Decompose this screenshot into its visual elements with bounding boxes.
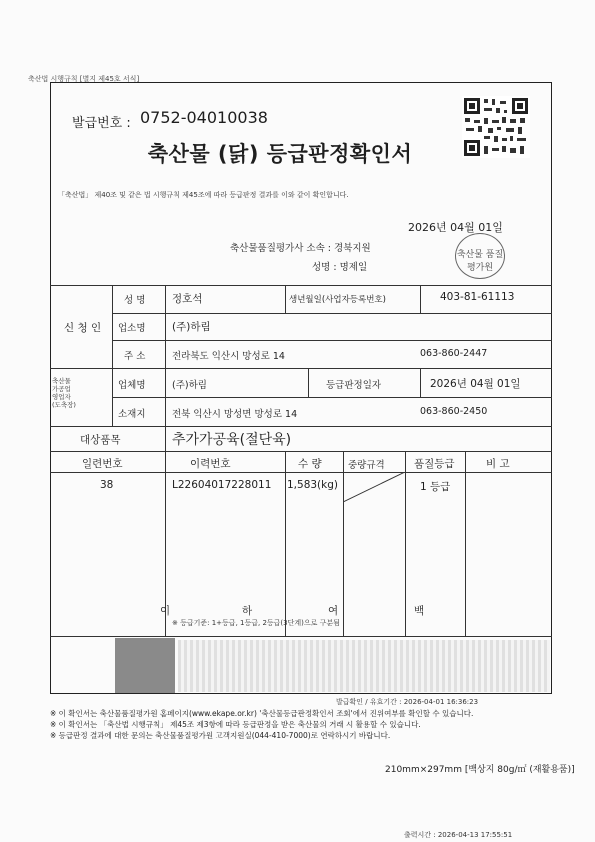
column-header-qty: 수 량 bbox=[298, 458, 322, 470]
issue-number: 0752-04010038 bbox=[140, 108, 268, 127]
applicant-phone: 063-860-2447 bbox=[420, 348, 488, 359]
blank-marker: 여 bbox=[328, 605, 339, 617]
weight-diagonal bbox=[343, 472, 405, 502]
form-note: 축산법 시행규칙 [별지 제45호 서식] bbox=[28, 75, 140, 83]
legal-statement: 「축산법」 제40조 및 같은 법 시행규칙 제45조에 따라 등급판정 결과를 이와 같이 확인합니다. bbox=[58, 191, 349, 199]
printed-time: 출력시간 : 2026-04-13 17:55:51 bbox=[404, 831, 513, 839]
processor-company: (주)하림 bbox=[172, 380, 207, 391]
official-seal bbox=[455, 233, 505, 279]
issue-date: 2026년 04월 01일 bbox=[408, 221, 503, 234]
applicant-name-label: 성 명 bbox=[124, 295, 146, 306]
blank-marker: 백 bbox=[414, 605, 425, 617]
footnotes bbox=[50, 708, 473, 741]
applicant-id-label: 생년월일(사업자등록번호) bbox=[289, 295, 386, 305]
processor-company-label: 업체명 bbox=[118, 380, 146, 391]
document-title: 축산물 (닭) 등급판정확인서 bbox=[147, 142, 413, 166]
grader-affiliation: 축산물품질평가사 소속 : 경북지원 bbox=[230, 243, 371, 254]
blank-marker: 하 bbox=[242, 605, 253, 617]
applicant-id: 403-81-61113 bbox=[440, 291, 515, 303]
issue-number-label: 발급번호 : bbox=[72, 116, 131, 131]
grader-name: 성명 : 명제일 bbox=[312, 262, 368, 273]
paper-spec: 210mm×297mm [백상지 80g/㎡ (재활용품)] bbox=[385, 765, 575, 775]
column-header-note: 비 고 bbox=[486, 458, 510, 470]
column-header-grade: 품질등급 bbox=[414, 458, 455, 470]
seal-text: 축산물 품질평가원 bbox=[456, 250, 504, 273]
processor-stamp-line: 축산물 bbox=[52, 377, 71, 385]
processor-stamp-line: 영업자 bbox=[52, 393, 71, 401]
applicant-address: 전라북도 익산시 망성로 14 bbox=[172, 351, 285, 362]
processor-phone: 063-860-2450 bbox=[420, 406, 488, 417]
column-header-serial: 일련번호 bbox=[82, 458, 123, 470]
processor-address: 전북 익산시 망성면 망성로 14 bbox=[172, 409, 298, 420]
security-pattern bbox=[178, 640, 550, 692]
product-value: 추가가공육(절단육) bbox=[172, 432, 292, 448]
footnote: ※ 이 확인서는 「축산법 시행규칙」 제45조 제3항에 따라 등급판정을 받은 축산물의 거래 시 활용할 수 있습니다. bbox=[50, 720, 421, 729]
qr-code-icon bbox=[462, 96, 530, 158]
row-trace: L22604017228011 bbox=[172, 479, 272, 491]
row-serial: 38 bbox=[100, 479, 114, 491]
applicant-company-label: 업소명 bbox=[118, 323, 146, 334]
processor-stamp bbox=[52, 377, 110, 409]
processor-stamp-line: (도축장) bbox=[52, 401, 76, 409]
applicant-section-label: 신 청 인 bbox=[64, 322, 102, 334]
footnote: ※ 등급판정 결과에 대한 문의는 축산물품질평가원 고객지원실(044-410-7000)로 연락하시기 바랍니다. bbox=[50, 731, 391, 740]
processor-stamp-line: 가공업 bbox=[52, 385, 71, 393]
barcode-image bbox=[115, 638, 175, 693]
footnote: ※ 이 확인서는 축산물품질평가원 홈페이지(www.ekape.or.kr) '축산물등급판정확인서 조회'에서 진위여부를 확인할 수 있습니다. bbox=[50, 709, 474, 718]
grade-note: ※ 등급기준: 1+등급, 1등급, 2등급(3단계)으로 구분됨 bbox=[172, 619, 340, 627]
applicant-name: 정호석 bbox=[172, 293, 203, 305]
processor-address-label: 소재지 bbox=[118, 409, 146, 420]
grading-date-label: 등급판정일자 bbox=[326, 380, 382, 391]
row-qty: 1,583(kg) bbox=[287, 479, 338, 491]
blank-marker: 이 bbox=[160, 605, 171, 617]
applicant-company: (주)하림 bbox=[172, 321, 211, 333]
verification-line: 발급확인 / 유효기간 : 2026-04-01 16:36:23 bbox=[336, 698, 479, 706]
applicant-address-label: 주 소 bbox=[124, 351, 146, 362]
column-header-weight: 중량규격 bbox=[348, 460, 385, 471]
grading-date: 2026년 04월 01일 bbox=[430, 378, 521, 390]
row-grade: 1 등급 bbox=[420, 481, 451, 493]
product-label: 대상품목 bbox=[80, 434, 121, 446]
column-header-trace: 이력번호 bbox=[190, 458, 231, 470]
